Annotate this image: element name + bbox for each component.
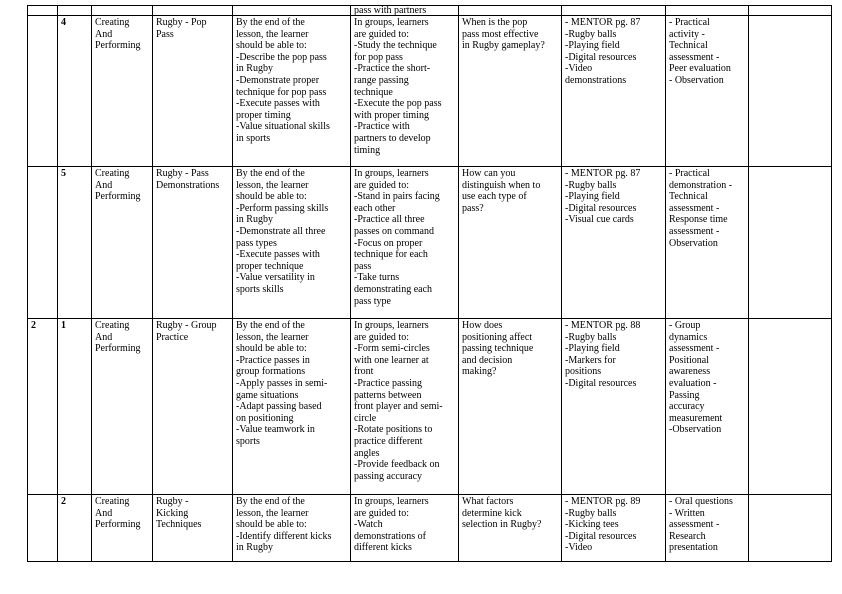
cell-line: are guided to: <box>354 331 409 343</box>
cell-line: -Study the technique <box>354 40 437 52</box>
cell-line: -Playing field <box>565 343 620 355</box>
week-cell <box>28 6 58 16</box>
cell-line: -Playing field <box>565 40 620 52</box>
assessment-cell <box>666 495 749 562</box>
cell-line: -Take turns <box>354 272 400 284</box>
cell-line: Response time <box>669 214 728 226</box>
cell-line: -Practice passing <box>354 377 423 389</box>
cell-line: When is the pop <box>462 17 528 28</box>
reflection-cell <box>749 167 832 319</box>
cell-line: - Practical <box>669 168 710 179</box>
week-cell <box>28 495 58 562</box>
cell-line: proper technique <box>236 260 304 272</box>
cell-line: range passing <box>354 74 409 86</box>
strand-cell <box>92 319 153 495</box>
cell-line: In groups, learners <box>354 17 429 28</box>
cell-line: -Execute passes with <box>236 98 320 110</box>
cell-line: -Practice the short- <box>354 63 431 75</box>
cell-line: circle <box>354 412 377 424</box>
assessment-cell <box>666 6 749 16</box>
cell-line: -Apply passes in semi- <box>236 377 328 389</box>
cell-line: evaluation - <box>669 377 717 389</box>
cell-line: -Video <box>565 63 593 75</box>
cell-line: with one learner at <box>354 354 429 366</box>
cell-line: pass type <box>354 295 391 307</box>
cell-line: game situations <box>236 389 299 401</box>
reflection-cell <box>749 495 832 562</box>
cell-line: Performing <box>95 191 141 203</box>
cell-line: In groups, learners <box>354 168 429 179</box>
cell-line: proper timing <box>236 109 291 121</box>
cell-line: - Oral questions <box>669 496 733 507</box>
cell-line: positioning affect <box>462 331 533 343</box>
cell-line: -Value teamwork in <box>236 424 315 436</box>
cell-line: -Demonstrate all three <box>236 225 326 237</box>
cell-line: pass types <box>236 237 277 249</box>
cell-line: -Visual cue cards <box>565 214 634 226</box>
experiences-cell <box>351 319 459 495</box>
inquiry-cell <box>459 319 562 495</box>
cell-line: lesson, the learner <box>236 331 309 343</box>
cell-line: Positional <box>669 354 710 366</box>
cell-line: Creating <box>95 168 130 179</box>
cell-line: with proper timing <box>354 109 429 121</box>
outcomes-cell <box>233 16 351 167</box>
cell-line: Rugby - Pop <box>156 17 207 28</box>
cell-line: -Identify different kicks <box>236 530 332 542</box>
cell-line: -Focus on proper <box>354 237 423 249</box>
scheme-of-work-table <box>27 5 832 562</box>
cell-line: in sports <box>236 132 271 144</box>
lesson-cell: 2 <box>58 495 92 562</box>
outcomes-cell <box>233 6 351 16</box>
resources-cell <box>562 319 666 495</box>
table-row <box>28 6 832 16</box>
cell-line: -Rotate positions to <box>354 424 433 436</box>
cell-line: assessment - <box>669 225 720 237</box>
cell-line: lesson, the learner <box>236 179 309 191</box>
cell-line: Rugby - Group <box>156 320 217 331</box>
cell-line: in Rugby <box>236 214 273 226</box>
cell-line: use each type of <box>462 191 527 203</box>
lesson-cell: 5 <box>58 167 92 319</box>
cell-line: -Demonstrate proper <box>236 74 320 86</box>
cell-line: should be able to: <box>236 519 307 531</box>
cell-line: - Observation <box>669 74 724 86</box>
cell-line: lesson, the learner <box>236 28 309 40</box>
cell-line: - Practical <box>669 17 710 28</box>
cell-line: -Value versatility in <box>236 272 315 284</box>
cell-line: passes on command <box>354 225 434 237</box>
inquiry-cell <box>459 16 562 167</box>
sub-strand-cell <box>153 167 233 319</box>
cell-line: Rugby - <box>156 496 189 507</box>
cell-line: -Digital resources <box>565 51 637 63</box>
cell-line: - Group <box>669 320 701 331</box>
cell-line: activity - <box>669 28 705 40</box>
lesson-cell <box>58 6 92 16</box>
table-row <box>28 16 832 167</box>
cell-line: Creating <box>95 17 130 28</box>
cell-line: In groups, learners <box>354 320 429 331</box>
cell-line: accuracy <box>669 401 705 413</box>
cell-line: -Form semi-circles <box>354 343 430 355</box>
cell-line: partners to develop <box>354 132 431 144</box>
resources-cell <box>562 167 666 319</box>
cell-line: sports <box>236 435 260 447</box>
strand-cell <box>92 16 153 167</box>
cell-line: -Practice passes in <box>236 354 310 366</box>
cell-line: Creating <box>95 320 130 331</box>
cell-line: demonstrating each <box>354 283 433 295</box>
cell-line: Passing <box>669 389 700 401</box>
table-row <box>28 319 832 495</box>
cell-line: timing <box>354 144 381 156</box>
cell-line: assessment - <box>669 202 720 214</box>
sub-strand-cell <box>153 319 233 495</box>
inquiry-cell <box>459 495 562 562</box>
cell-line: each other <box>354 202 396 214</box>
cell-line: Practice <box>156 331 189 343</box>
resources-cell <box>562 6 666 16</box>
cell-line: -Rugby balls <box>565 507 617 519</box>
cell-line: And <box>95 179 113 191</box>
cell-line: Kicking <box>156 507 189 519</box>
cell-line: selection in Rugby? <box>462 519 542 531</box>
cell-line: - Written <box>669 507 705 519</box>
cell-line: demonstrations of <box>354 530 426 542</box>
cell-line: -Practice all three <box>354 214 425 226</box>
sub-strand-cell <box>153 16 233 167</box>
cell-line: in Rugby <box>236 542 273 554</box>
cell-line: practice different <box>354 435 423 447</box>
table-row <box>28 167 832 319</box>
cell-line: -Execute the pop pass <box>354 98 442 110</box>
cell-line: Performing <box>95 343 141 355</box>
assessment-cell <box>666 16 749 167</box>
cell-line: Technical <box>669 191 708 203</box>
assessment-cell <box>666 319 749 495</box>
inquiry-cell <box>459 6 562 16</box>
cell-line: should be able to: <box>236 191 307 203</box>
cell-line: -Execute passes with <box>236 249 320 261</box>
cell-line: angles <box>354 447 380 459</box>
inquiry-cell <box>459 167 562 319</box>
cell-line: presentation <box>669 542 718 554</box>
cell-line: should be able to: <box>236 40 307 52</box>
cell-line: Performing <box>95 519 141 531</box>
cell-line: -Describe the pop pass <box>236 51 327 63</box>
cell-line: Peer evaluation <box>669 63 731 75</box>
cell-line: -Video <box>565 542 593 554</box>
cell-line: determine kick <box>462 507 522 519</box>
cell-line: - MENTOR pg. 87 <box>565 17 641 28</box>
cell-line: Technical <box>669 40 708 52</box>
sub-strand-cell <box>153 6 233 16</box>
cell-line: -Rugby balls <box>565 179 617 191</box>
cell-line: -Observation <box>669 424 722 436</box>
cell-line: By the end of the <box>236 496 305 507</box>
cell-line: sports skills <box>236 283 284 295</box>
cell-line: How can you <box>462 168 516 179</box>
cell-line: - MENTOR pg. 88 <box>565 320 641 331</box>
cell-line: By the end of the <box>236 320 305 331</box>
cell-line: By the end of the <box>236 17 305 28</box>
cell-line: distinguish when to <box>462 179 541 191</box>
cell-line: Techniques <box>156 519 202 531</box>
cell-line: Rugby - Pass <box>156 168 209 179</box>
cell-line: are guided to: <box>354 28 409 40</box>
sub-strand-cell <box>153 495 233 562</box>
resources-cell <box>562 495 666 562</box>
cell-line: dynamics <box>669 331 708 343</box>
cell-line: lesson, the learner <box>236 507 309 519</box>
experiences-cell <box>351 16 459 167</box>
cell-line: pass? <box>462 202 484 214</box>
table-row <box>28 495 832 562</box>
reflection-cell <box>749 319 832 495</box>
cell-line: and decision <box>462 354 513 366</box>
cell-line: Pass <box>156 28 174 40</box>
cell-line: positions <box>565 366 602 378</box>
cell-line: demonstration - <box>669 179 733 191</box>
experiences-cell <box>351 6 459 16</box>
assessment-cell <box>666 167 749 319</box>
cell-line: assessment - <box>669 519 720 531</box>
lesson-cell: 1 <box>58 319 92 495</box>
cell-line: technique <box>354 86 393 98</box>
cell-line: In groups, learners <box>354 496 429 507</box>
cell-line: -Stand in pairs facing <box>354 191 440 203</box>
cell-line: And <box>95 507 113 519</box>
cell-line: -Provide feedback on <box>354 459 440 471</box>
cell-line: assessment - <box>669 51 720 63</box>
cell-line: - MENTOR pg. 87 <box>565 168 641 179</box>
scheme-of-work-page <box>27 5 832 562</box>
reflection-cell <box>749 16 832 167</box>
cell-line: are guided to: <box>354 507 409 519</box>
cell-line: are guided to: <box>354 179 409 191</box>
cell-line: Research <box>669 530 706 542</box>
cell-line: -Digital resources <box>565 202 637 214</box>
cell-line: -Rugby balls <box>565 331 617 343</box>
cell-line: -Digital resources <box>565 377 637 389</box>
cell-line: Creating <box>95 496 130 507</box>
experiences-cell <box>351 167 459 319</box>
cell-line: -Watch <box>354 519 383 531</box>
cell-line: pass most effective <box>462 28 539 40</box>
cell-line: should be able to: <box>236 343 307 355</box>
cell-line: for pop pass <box>354 51 403 63</box>
cell-line: pass <box>354 260 372 272</box>
cell-line: in Rugby <box>236 63 273 75</box>
cell-line: different kicks <box>354 542 412 554</box>
outcomes-cell <box>233 495 351 562</box>
cell-line: -Playing field <box>565 191 620 203</box>
cell-line: passing technique <box>462 343 534 355</box>
resources-cell <box>562 16 666 167</box>
cell-line: Observation <box>669 237 718 249</box>
outcomes-cell <box>233 167 351 319</box>
cell-line: front player and semi- <box>354 401 443 413</box>
cell-line: assessment - <box>669 343 720 355</box>
strand-cell <box>92 6 153 16</box>
strand-cell <box>92 167 153 319</box>
cell-line: How does <box>462 320 503 331</box>
reflection-cell <box>749 6 832 16</box>
cell-line: technique for each <box>354 249 428 261</box>
week-cell <box>28 167 58 319</box>
cell-line: -Kicking tees <box>565 519 619 531</box>
cell-line: in Rugby gameplay? <box>462 40 545 52</box>
cell-line: measurement <box>669 412 723 424</box>
cell-line: -Adapt passing based <box>236 401 322 413</box>
cell-line: pass with partners <box>354 5 427 16</box>
week-cell: 2 <box>28 319 58 495</box>
cell-line: demonstrations <box>565 74 627 86</box>
cell-line: Performing <box>95 40 141 52</box>
cell-line: -Perform passing skills <box>236 202 329 214</box>
cell-line: What factors <box>462 496 514 507</box>
lesson-cell: 4 <box>58 16 92 167</box>
outcomes-cell <box>233 319 351 495</box>
cell-line: group formations <box>236 366 306 378</box>
cell-line: -Practice with <box>354 121 410 133</box>
cell-line: By the end of the <box>236 168 305 179</box>
cell-line: And <box>95 331 113 343</box>
cell-line: -Digital resources <box>565 530 637 542</box>
cell-line: awareness <box>669 366 711 378</box>
cell-line: passing accuracy <box>354 470 423 482</box>
week-cell <box>28 16 58 167</box>
strand-cell <box>92 495 153 562</box>
cell-line: - MENTOR pg. 89 <box>565 496 641 507</box>
experiences-cell <box>351 495 459 562</box>
cell-line: making? <box>462 366 497 378</box>
cell-line: Demonstrations <box>156 179 220 191</box>
cell-line: patterns between <box>354 389 422 401</box>
cell-line: front <box>354 366 374 378</box>
cell-line: -Rugby balls <box>565 28 617 40</box>
cell-line: -Value situational skills <box>236 121 330 133</box>
cell-line: -Markers for <box>565 354 616 366</box>
cell-line: on positioning <box>236 412 294 424</box>
cell-line: And <box>95 28 113 40</box>
cell-line: technique for pop pass <box>236 86 327 98</box>
